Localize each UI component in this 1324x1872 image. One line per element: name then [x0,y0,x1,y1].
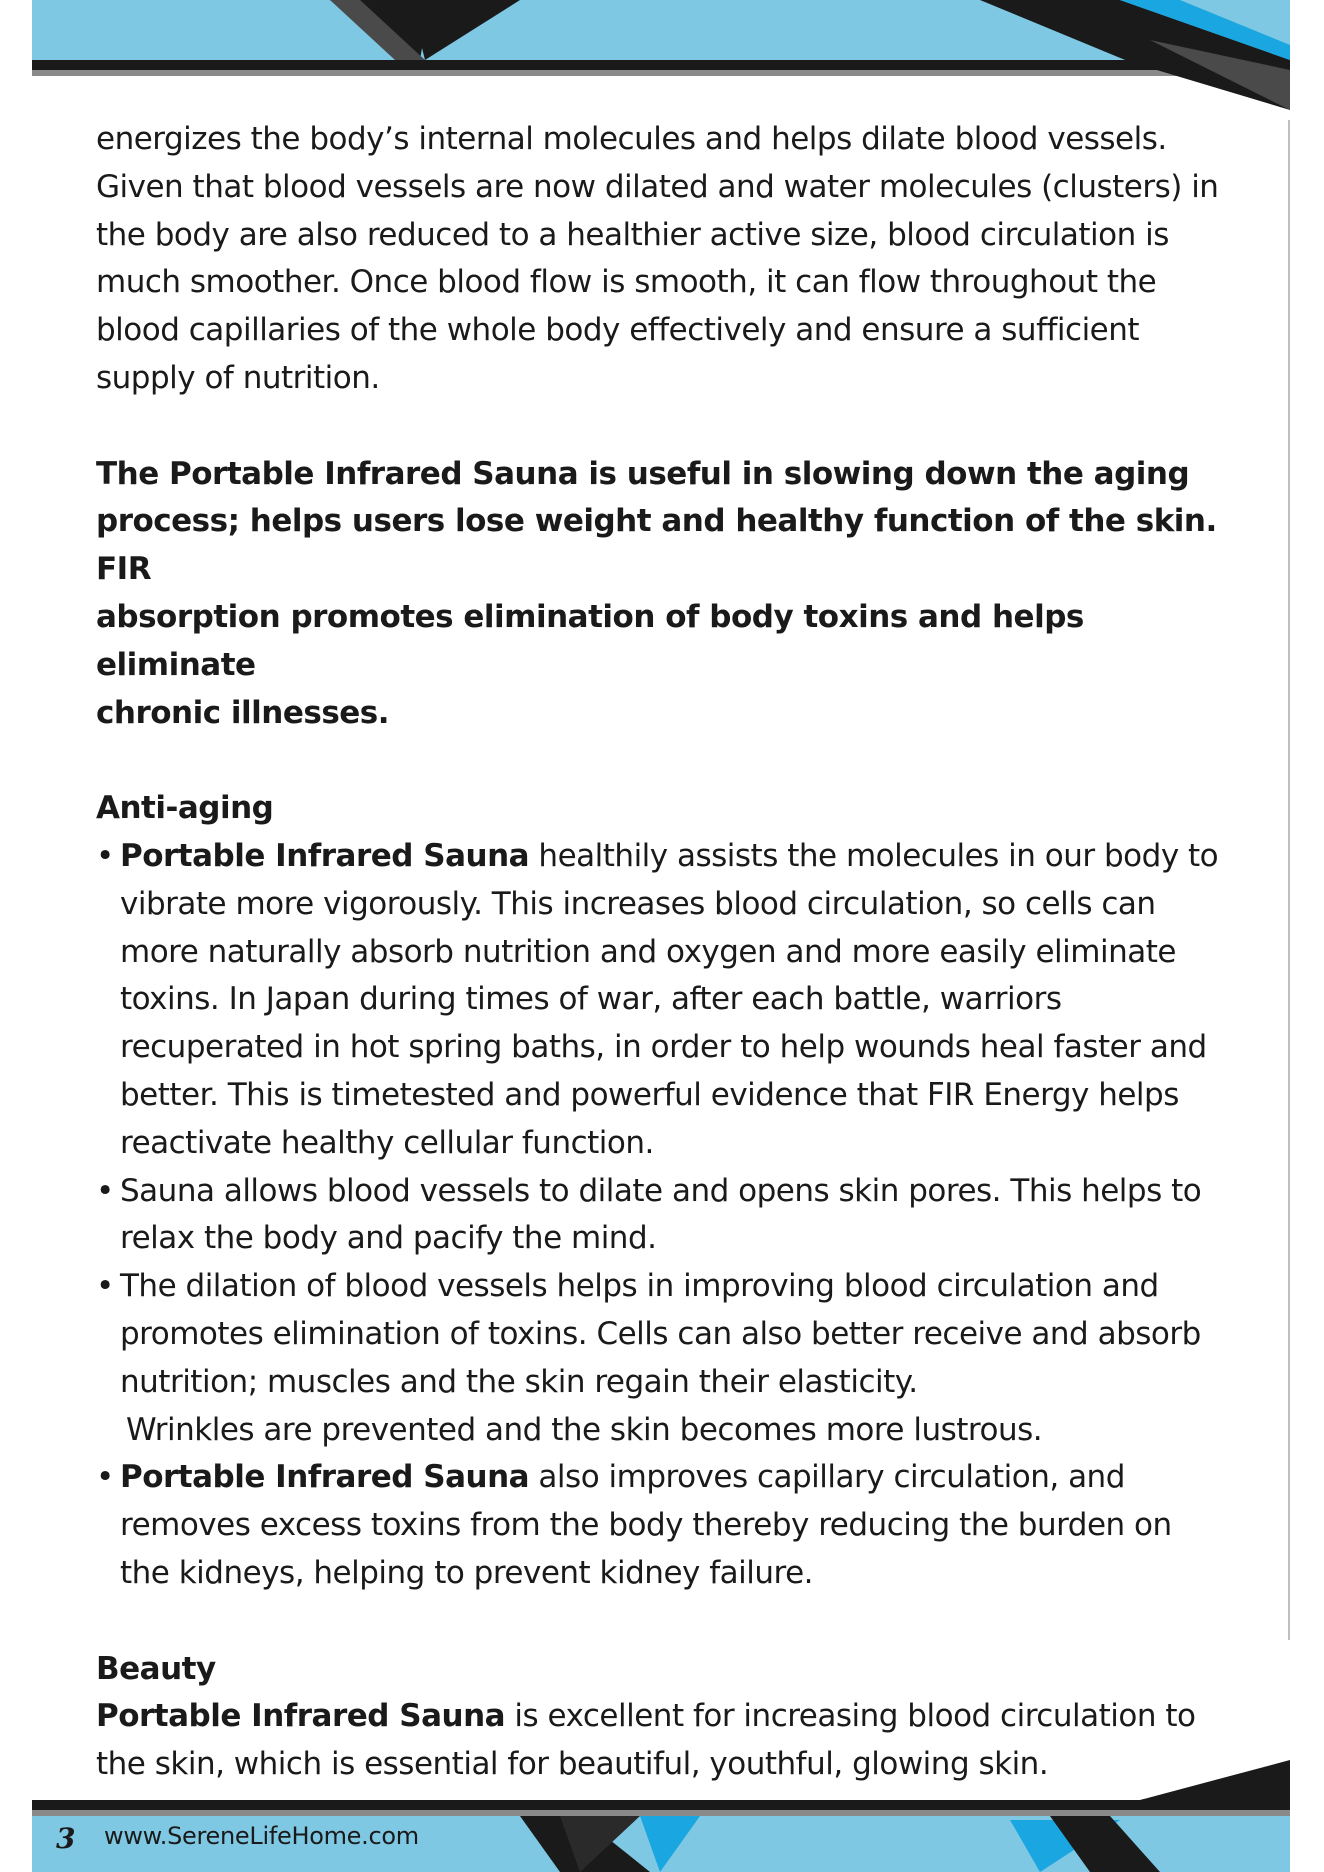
page-content [96,116,1246,1789]
bullet-dot: • [96,1459,114,1496]
page-number: 3 [56,1822,76,1855]
highlight-line: process; helps users lose weight and healthy function of the skin. FIR [96,503,1217,588]
highlight-line: chronic illnesses. [96,694,390,731]
bullet-text: healthily assists the molecules in our body to [529,837,1219,874]
bullet-dot: • [96,1172,114,1209]
intro-line: supply of nutrition. [96,359,380,396]
beauty-text: is excellent for increasing blood circulation to [505,1698,1196,1735]
intro-line: the body are also reduced to a healthier active size, blood circulation is [96,216,1169,253]
right-margin-rule [1288,120,1290,1640]
highlight-line: absorption promotes elimination of body toxins and helps eliminate [96,598,1084,683]
highlight-paragraph [96,451,1246,738]
footer-decorative-band [0,1760,1324,1872]
bullet-line: relax the body and pacify the mind. [120,1220,657,1257]
bullet-line: nutrition; muscles and the skin regain their elasticity. [120,1363,918,1400]
product-name: Portable Infrared Sauna [120,1459,530,1496]
bullet-line: The dilation of blood vessels helps in improving blood circulation and [120,1268,1159,1305]
header-decorative-band [0,0,1324,120]
anti-aging-bullet-4 [96,1454,1246,1597]
intro-line: Given that blood vessels are now dilated and water molecules (clusters) in [96,168,1219,205]
bullet-line: more naturally absorb nutrition and oxygen and more easily eliminate [120,933,1176,970]
bullet-line: recuperated in hot spring baths, in order to help wounds heal faster and [120,1029,1207,1066]
bullet-line: vibrate more vigorously. This increases blood circulation, so cells can [120,885,1156,922]
anti-aging-bullet-3 [96,1263,1246,1454]
intro-line: energizes the body’s internal molecules and helps dilate blood vessels. [96,121,1167,157]
bullet-line: Wrinkles are prevented and the skin becomes more lustrous. [126,1411,1043,1448]
bullet-text: also improves capillary circulation, and [529,1459,1125,1496]
bullet-line: toxins. In Japan during times of war, after each battle, warriors [120,981,1062,1018]
intro-paragraph [96,116,1246,403]
bullet-line: promotes elimination of toxins. Cells can also better receive and absorb [120,1315,1201,1352]
intro-line: much smoother. Once blood flow is smooth, it can flow throughout the [96,264,1157,301]
beauty-heading: Beauty [96,1650,216,1687]
product-name: Portable Infrared Sauna [96,1698,506,1735]
anti-aging-bullet-2 [96,1168,1246,1264]
bullet-dot: • [96,1268,114,1305]
highlight-line: The Portable Infrared Sauna is useful in slowing down the aging [96,455,1190,492]
anti-aging-bullet-1 [96,833,1246,1168]
bullet-line: the kidneys, helping to prevent kidney failure. [120,1554,813,1591]
bullet-line: Sauna allows blood vessels to dilate and opens skin pores. This helps to [120,1172,1202,1209]
beauty-line: the skin, which is essential for beautiful, youthful, glowing skin. [96,1746,1049,1783]
bullet-line: better. This is timetested and powerful evidence that FIR Energy helps [120,1076,1179,1113]
product-name: Portable Infrared Sauna [120,837,530,874]
website-url: www.SereneLifeHome.com [104,1822,419,1850]
intro-line: blood capillaries of the whole body effectively and ensure a sufficient [96,312,1140,349]
anti-aging-heading: Anti-aging [96,790,274,827]
bullet-line: removes excess toxins from the body thereby reducing the burden on [120,1507,1172,1544]
bullet-dot: • [96,837,114,874]
bullet-line: reactivate healthy cellular function. [120,1124,654,1161]
